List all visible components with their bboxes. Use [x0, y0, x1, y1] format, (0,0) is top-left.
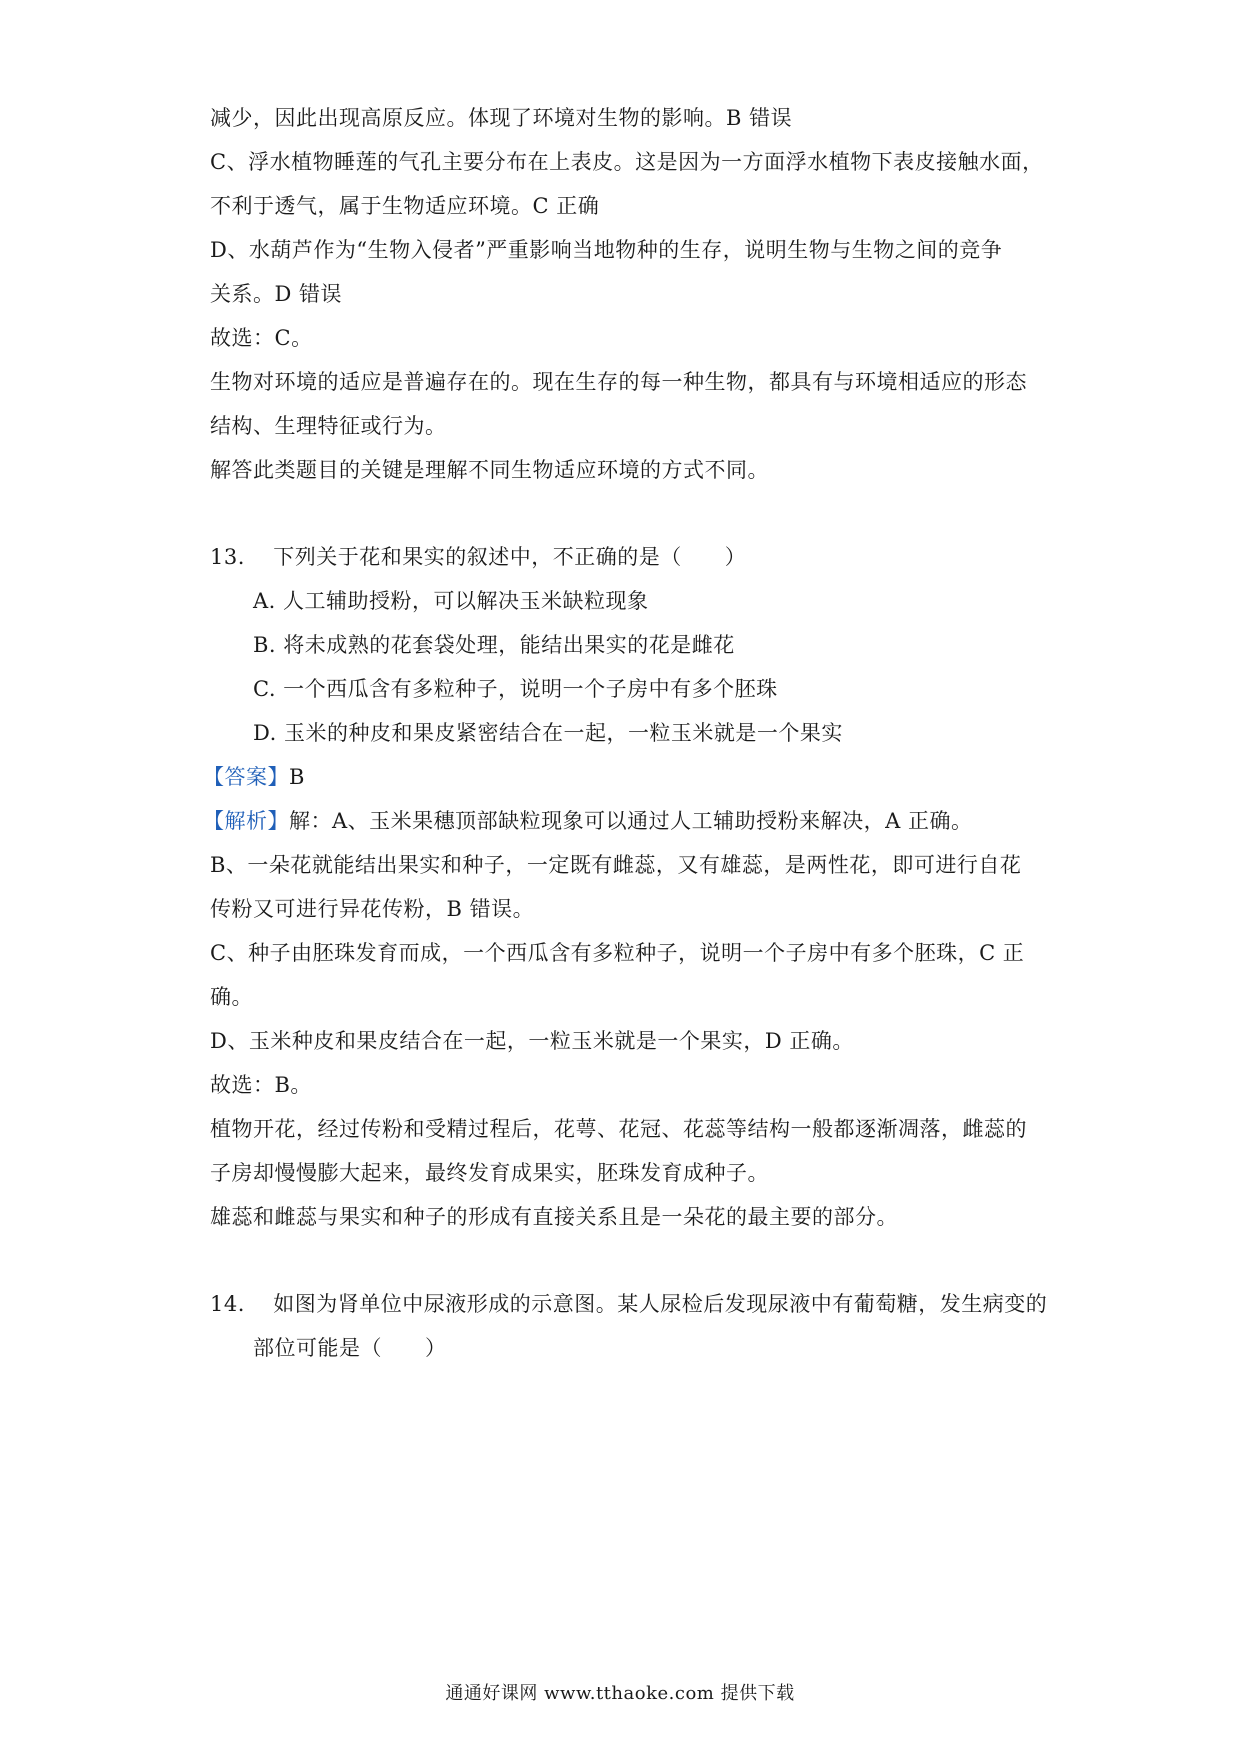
analysis-line-7: 植物开花，经过传粉和受精过程后，花萼、花冠、花蕊等结构一般都逐渐凋落，雌蕊的: [210, 1117, 1027, 1141]
analysis-line-2: 传粉又可进行异花传粉，B 错误。: [210, 897, 535, 921]
answer-tag: 【答案】: [203, 765, 289, 789]
analysis-line-9: 雄蕊和雌蕊与果实和种子的形成有直接关系且是一朵花的最主要的部分。: [210, 1205, 898, 1229]
question-13-analysis-first: [203, 806, 973, 836]
prev-analysis-line-1: 减少，因此出现高原反应。体现了环境对生物的影响。B 错误: [210, 106, 793, 130]
analysis-tag: 【解析】: [203, 809, 289, 833]
analysis-line-5: D、玉米种皮和果皮结合在一起，一粒玉米就是一个果实，D 正确。: [210, 1029, 854, 1053]
prev-analysis-line-7: 生物对环境的适应是普遍存在的。现在生存的每一种生物，都具有与环境相适应的形态: [210, 370, 1027, 394]
question-13-option-d: D. 玉米的种皮和果皮紧密结合在一起，一粒玉米就是一个果实: [253, 721, 843, 745]
question-14-number: 14.: [210, 1292, 245, 1316]
analysis-line-8: 子房却慢慢膨大起来，最终发育成果实，胚珠发育成种子。: [210, 1161, 769, 1185]
page-footer: 通通好课网 www.tthaoke.com 提供下载: [445, 1683, 795, 1704]
question-14-stem: [210, 1289, 1047, 1319]
question-14-text-line-1: 如图为肾单位中尿液形成的示意图。某人尿检后发现尿液中有葡萄糖，发生病变的: [273, 1292, 1048, 1316]
question-13-option-b: B. 将未成熟的花套袋处理，能结出果实的花是雌花: [253, 633, 735, 657]
prev-analysis-line-9: 解答此类题目的关键是理解不同生物适应环境的方式不同。: [210, 458, 769, 482]
analysis-line-4: 确。: [210, 985, 253, 1009]
analysis-line-6: 故选：B。: [210, 1073, 312, 1097]
prev-analysis-line-6: 故选：C。: [210, 326, 313, 350]
question-14-text-line-2: 部位可能是（ ）: [253, 1336, 447, 1360]
prev-analysis-line-4: D、水葫芦作为“生物入侵者”严重影响当地物种的生存，说明生物与生物之间的竞争: [210, 238, 1003, 262]
analysis-line-3: C、种子由胚珠发育而成，一个西瓜含有多粒种子，说明一个子房中有多个胚珠，C 正: [210, 941, 1025, 965]
question-13-option-c: C. 一个西瓜含有多粒种子，说明一个子房中有多个胚珠: [253, 677, 778, 701]
prev-analysis-line-5: 关系。D 错误: [210, 282, 343, 306]
answer-value: B: [289, 765, 305, 789]
prev-analysis-line-8: 结构、生理特征或行为。: [210, 414, 447, 438]
question-13-stem: [210, 542, 746, 572]
prev-analysis-line-3: 不利于透气，属于生物适应环境。C 正确: [210, 194, 600, 218]
analysis-first-text: 解：A、玉米果穗顶部缺粒现象可以通过人工辅助授粉来解决，A 正确。: [289, 809, 973, 833]
question-13-option-a: A. 人工辅助授粉，可以解决玉米缺粒现象: [253, 589, 649, 613]
question-13-number: 13.: [210, 545, 245, 569]
analysis-line-1: B、一朵花就能结出果实和种子，一定既有雌蕊，又有雄蕊，是两性花，即可进行自花: [210, 853, 1022, 877]
prev-analysis-line-2: C、浮水植物睡莲的气孔主要分布在上表皮。这是因为一方面浮水植物下表皮接触水面，: [210, 150, 1044, 174]
question-13-answer: [203, 762, 305, 792]
question-13-text: 下列关于花和果实的叙述中，不正确的是（ ）: [273, 545, 747, 569]
